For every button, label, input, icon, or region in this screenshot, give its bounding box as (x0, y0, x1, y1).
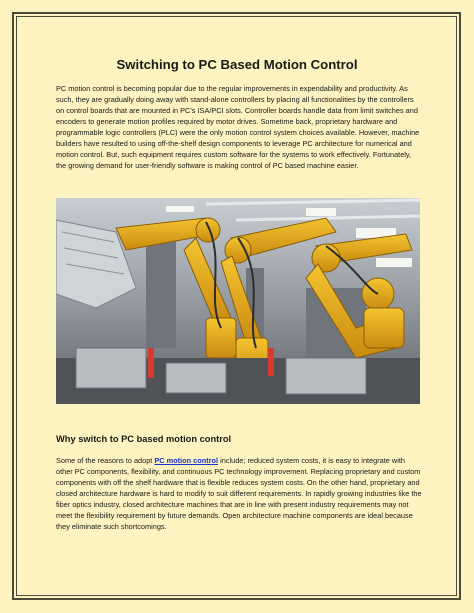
section-rest-text: include; reduced system costs, it is easy to integrate with other PC components, flexibility, and continuous PC technology improvement. Replacing proprietary and custom components with off the shelf hardware that is flexible reduces system costs. On the other hand, proprietary and closed architecture hardware is hard to modify to suit different requirements. In rapidly growing industries like the fiber optics industry, closed architecture machines that are in line with present industry requirements may not meet the flexibility requirement by future demands. Open architecture machine components are ideal because they eliminate such shortcomings. (56, 456, 422, 532)
robot-arms-photo (56, 198, 420, 404)
industrial-robot-illustration (56, 198, 420, 404)
section-paragraph (56, 455, 422, 532)
intro-paragraph: PC motion control is becoming popular due to the regular improvements in expendability and productivity. As such, they are gradually doing away with stand-alone controllers by placing all functionalities by the controllers on control boards that are mounted in PC’s ISA/PCI slots. Controller boards handle data from limit switches and encoders to generate motion profiles required by motor drives. Sometime back, proprietary hardware and programmable logic controllers (PLC) were the only motion control system choices available. However, machine builders have resulted to using off-the-shelf design components to leverage PC architecture for numerical and motion control. But, such equipment requires custom software for the systems to work effectively. Fortunately, the growing demand for user-friendly software is making control of PC based machine easier. (56, 84, 420, 171)
page-title: Switching to PC Based Motion Control (116, 57, 358, 72)
section-heading: Why switch to PC based motion control (56, 434, 232, 444)
section-lead-text: Some of the reasons to adopt (56, 456, 155, 465)
pc-motion-control-link[interactable]: PC motion control (154, 456, 219, 465)
